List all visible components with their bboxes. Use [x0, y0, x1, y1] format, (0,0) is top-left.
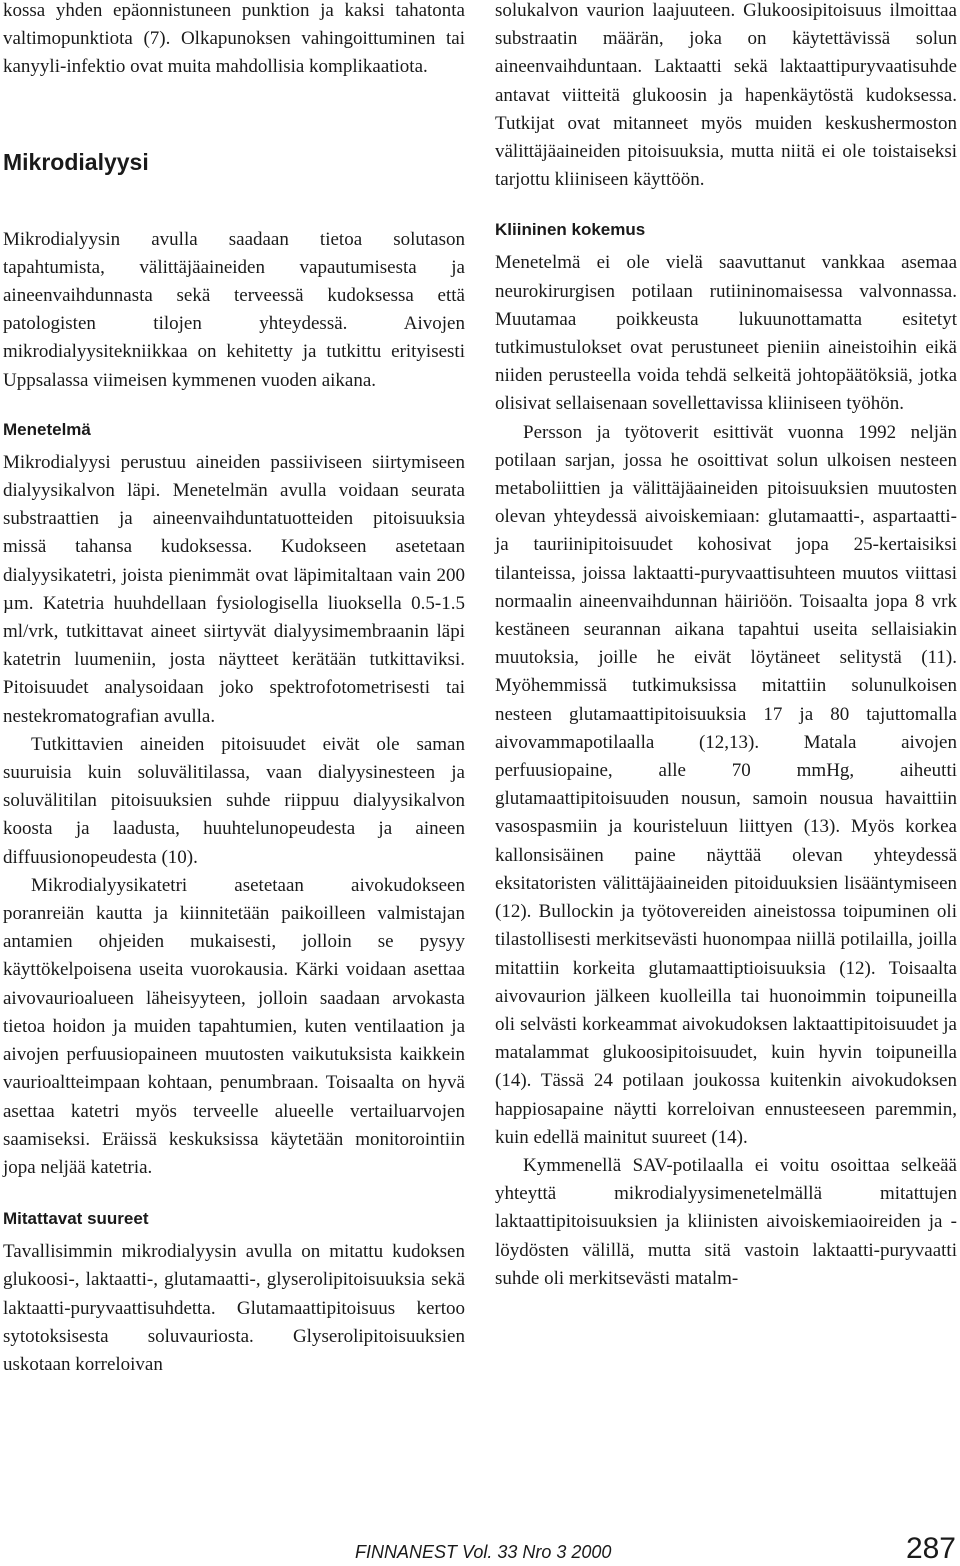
method-paragraph-1: Mikrodialyysi perustuu aineiden passiiviseen siirtymiseen dialyysikalvon läpi. Menetelmän avulla voidaan seurata substraattien ja aineenvaihduntatuotteiden pitoisuuksia missä tahansa kudoksessa. Kudokseen asetetaan dialyysikatetri, joista pienimmät ovat läpimitaltaan vain 200 µm. Katetria huuhdellaan fysiologisella liuoksella 0.5-1.5 ml/vrk, tutkittavat aineet siirtyvät dialyysimembraanin läpi katetrin luumeniin, josta näytteet kerätään tutkittaviksi. Pitoisuudet analysoidaan joko spektrofotometrisesti tai nestekromatografian avulla.	[3, 451, 465, 727]
method-paragraph-2: Tutkittavien aineiden pitoisuudet eivät ole saman suuruisia kuin soluvälitilassa, vaan dialyysinesteen ja soluvälitilan pitoisuuksien suhde riippuu dialyysikalvon koosta ja laadusta, huuhtelunopeudesta ja aineen diffuusionopeudesta (10).	[3, 733, 465, 868]
section-paragraph: Mikrodialyysin avulla saadaan tietoa solutason tapahtumista, välittäjäaineiden vapautumisesta ja aineenvaihdunnasta sekä terveessä kudoksessa että patologisten tilojen yhteydessä. Aivojen mikrodialyysitekniikkaa on kehitetty ja tutkittu erityisesti Uppsalassa viimeisen kymmenen vuoden aikana.	[3, 228, 465, 391]
method-paragraph-3: Mikrodialyysikatetri asetetaan aivokudokseen poranreiän kautta ja kiinnitetään paikoilleen valmistajan antamien ohjeiden mukaisesti, jolloin se pysyy käyttökelpoisena useita vuorokausia. Kärki voidaan asettaa aivovaurioalueen läheisyyteen, jolloin saadaan arvokasta tietoa hoidon ja muiden tapahtumien, kuten ventilaation ja aivojen perfuusiopaineen muutosten vaikutuksista kaikkein vaurioaltteimpaan kohtaan, penumbraan. Toisaalta on hyvä asettaa katetri myös terveelle alueelle vertailuarvojen saamiseksi. Eräissä keskuksissa käytetään monitorointiin jopa neljää katetria.	[3, 874, 465, 1178]
clinical-paragraph-2: Persson ja työtoverit esittivät vuonna 1992 neljän potilaan sarjan, jossa he osoittivat solun ulkoisen nesteen metaboliittien ja välittäjäaineiden pitoisuuksien muutosten olevan yhteydessä aivoiskemiaan: glutamaatti-, aspartaatti- ja tauriinipitoisuudet kohosivat jopa 25-kertaisiksi tilanteissa, joissa laktaatti-puryvaattisuhteen muutos viittasi normaalin aineenvaihdunnan häiriöön. Toisaalta jopa 8 vrk kestäneen seurannan aikana tapahtui useita sellaisiakin muutoksia, joille he eivät löytäneet selitystä (11). Myöhemmissä tutkimuksissa mitattiin solunulkoisen nesteen glutamaattipitoisuuksia 17 ja 80 tajuttomalla aivovammapotilaalla (12,13). Matala aivojen perfuusiopaine, alle 70 mmHg, aiheutti glutamaattipitoisuuden nousun, samoin nousua havaittiin vasospasmiin ja kouristeluun liittyen (13). Myös korkea kallonsisäinen paine näyttää olevan yhteydessä eksitatoristen välittäjäaineiden pitoiduuksien lisääntymiseen (12). Bullockin ja työtovereiden aineistossa toipuminen oli tilastollisesti merkitsevästi huonompaa niillä potilailla, joilla mitattiin korkeita glutamaattiptioisuuksia (12). Toisaalta aivovaurion jälkeen kuolleilla tai huonoimmin toipuneilla oli selvästi korkeammat aivokudoksen laktaattipitoisuudet ja matalammat glukoosipitoisuudet, kuin hyvin toipuneilla (14). Tässä 24 potilaan joukossa kuitenkin aivokudoksen happiosapaine näytti korreloivan ennusteeseen paremmin, kuin edellä mainitut suureet (14).	[495, 421, 957, 1148]
continued-paragraph: solukalvon vaurion laajuuteen. Glukoosipitoisuus ilmoittaa substraatin määrän, joka on käytettävissä solun aineenvaihduntaan. Laktaatti sekä laktaattipuryvaatisuhde antavat viitteitä glukoosin ja hapenkäytöstä kudoksessa. Tutkijat ovat mitanneet myös muiden keskushermoston välittäjäaineiden pitoisuuksia, mutta niitä ei ole toistaiseksi tarjottu kliiniseen käyttöön.	[495, 0, 957, 191]
measured-paragraph: Tavallisimmin mikrodialyysin avulla on mitattu kudoksen glukoosi-, laktaatti-, glutamaatti-, glyserolipitoisuuksia sekä laktaatti-puryvaattisuhdetta. Glutamaattipitoisuus kertoo sytotoksisesta soluvauriosta. Glyserolipitoisuuksien uskotaan korreloivan	[3, 1241, 465, 1375]
subheading-kliininen-kokemus: Kliininen kokemus	[495, 220, 646, 240]
page-footer	[355, 1532, 958, 1565]
subheading-mitattavat-suureet: Mitattavat suureet	[3, 1209, 149, 1229]
journal-citation: FINNANEST Vol. 33 Nro 3 2000	[355, 1542, 612, 1562]
clinical-paragraph-1: Menetelmä ei ole vielä saavuttanut vankkaa asemaa neurokirurgisen potilaan rutiininomaisessa valvonnassa. Muutamaa poikkeusta lukuunottamatta esitetyt tutkimustulokset ovat perustuneet pieniin aineistoihin eikä niiden perusteella voida tehdä selkeitä johtopäätöksiä, jotka olisivat sellaisenaan sovellettavissa kliiniseen työhön.	[495, 252, 957, 415]
intro-paragraph: kossa yhden epäonnistuneen punktion ja kaksi tahatonta valtimopunktiota (7). Olkapunoksen vahingoittuminen tai kanyyli-infektio ovat muita mahdollisia komplikaatiota.	[3, 0, 465, 78]
right-column	[495, 0, 957, 1293]
section-heading-mikrodialyysi: Mikrodialyysi	[3, 148, 149, 175]
subheading-menetelma: Menetelmä	[3, 419, 91, 439]
page-number: 287	[905, 1532, 956, 1565]
clinical-paragraph-3: Kymmenellä SAV-potilaalla ei voitu osoittaa selkeää yhteyttä mikrodialyysimenetelmällä mitattujen laktaattipitoisuuksien ja kliinisten aivoiskemiaoireiden ja -löydösten välillä, mutta sitä vastoin laktaatti-puryvaatti suhde oli merkitsevästi matalm-	[495, 1154, 957, 1289]
left-column	[3, 0, 465, 1379]
